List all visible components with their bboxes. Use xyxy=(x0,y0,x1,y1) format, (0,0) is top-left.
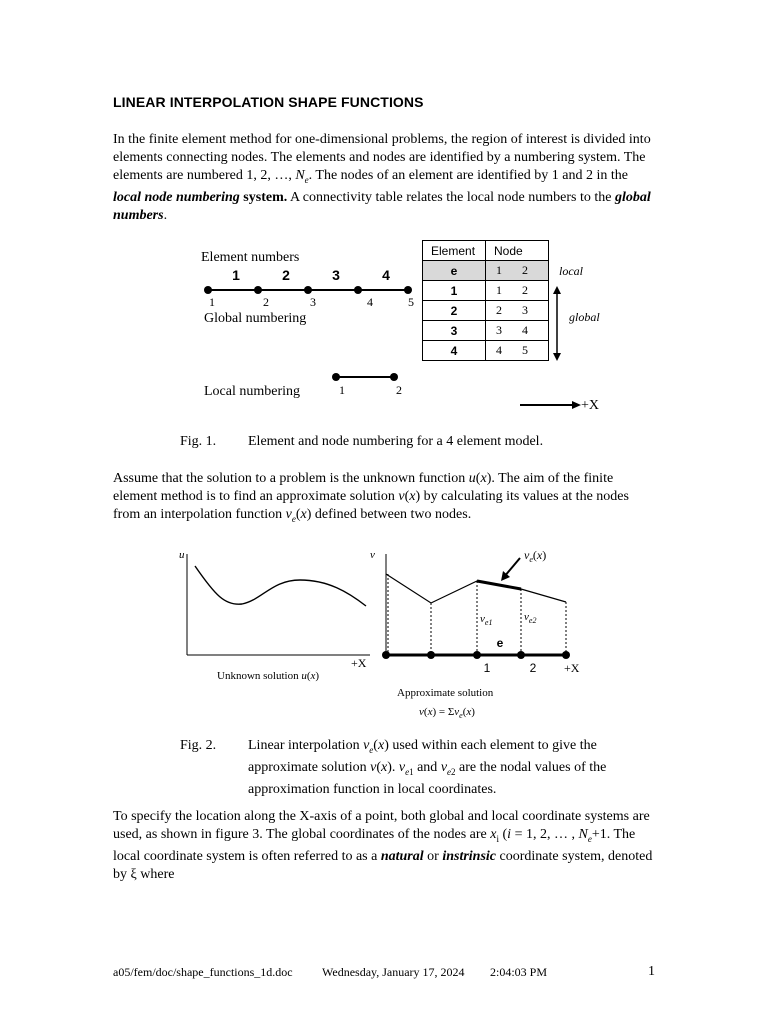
ve2-label: $v_{e2}$ xyxy=(524,611,537,625)
node-dot xyxy=(382,651,390,659)
figure2-caption-number: Fig. 2. xyxy=(180,738,217,753)
table-header-row xyxy=(423,241,549,261)
table-row xyxy=(423,301,549,321)
local-node-1-label: 1 xyxy=(483,661,491,675)
figure2-diagram xyxy=(170,540,600,730)
unknown-solution-caption: Unknown solution u(x) xyxy=(217,670,320,682)
paragraph-2: Assume that the solution to a problem is the unknown function u(x). The aim of the finite element method is to find an approximate solution v(x) by calculating its values at the nodes from an interpolation function $v_e(x)$ defined between two nodes. xyxy=(113,471,629,524)
connectivity-table xyxy=(422,240,549,361)
ve1-label: $v_{e1}$ xyxy=(480,613,493,627)
intro-paragraph: In the finite element method for one-dimensional problems, the region of interest is divided into elements connecting nodes. The elements and nodes are identified by a numbering system. The elements are numbered 1, 2, …, $N_e$. The nodes of an element are identified by 1 and 2 in the local node numbering system. A connectivity table relates the local node numbers to the global numbers. xyxy=(113,132,651,223)
footer-path: a05/fem/doc/shape_functions_1d.doc xyxy=(113,965,293,979)
local-node-1: 1 xyxy=(339,383,345,397)
global-node-dot xyxy=(404,286,412,294)
page-number: 1 xyxy=(648,964,655,979)
table-cell-nodes: 4 5 xyxy=(486,341,549,361)
table-cell-nodes: 1 2 xyxy=(486,281,549,301)
local-node-dot xyxy=(332,373,340,381)
global-node-3: 3 xyxy=(310,295,316,309)
table-cell-nodes: 1 2 xyxy=(486,261,549,281)
global-node-dot xyxy=(204,286,212,294)
global-node-4: 4 xyxy=(367,295,373,309)
left-x-axis-label: +X xyxy=(351,656,367,670)
element-numbers-label: Element numbers xyxy=(201,250,300,265)
node-dot xyxy=(427,651,435,659)
global-node-dot xyxy=(304,286,312,294)
table-cell-element: 1 xyxy=(423,281,486,301)
table-cell-nodes: 2 3 xyxy=(486,301,549,321)
table-header-element: Element xyxy=(423,241,486,261)
node-dot xyxy=(473,651,481,659)
element-segment xyxy=(477,581,521,589)
local-node-2: 2 xyxy=(396,383,402,397)
global-numbering-label: Global numbering xyxy=(204,311,307,326)
global-node-2: 2 xyxy=(263,295,269,309)
local-node-dot xyxy=(390,373,398,381)
ve-label: $v_e(x)$ xyxy=(524,548,547,564)
local-numbering-label: Local numbering xyxy=(204,384,301,399)
global-tag: global xyxy=(569,310,600,324)
table-row xyxy=(423,321,549,341)
element-e-label: e xyxy=(496,636,504,650)
local-tag: local xyxy=(559,264,583,278)
approx-solution-caption: Approximate solution xyxy=(397,687,494,699)
x-axis-label: +X xyxy=(581,398,600,413)
v-axis-label: v xyxy=(370,549,375,561)
node-dot xyxy=(562,651,570,659)
table-cell-element: e xyxy=(423,261,486,281)
approx-formula: $v(x) = \Sigma v_e(x)$ xyxy=(419,706,475,720)
right-x-axis-label: +X xyxy=(564,661,580,675)
unknown-curve xyxy=(195,566,366,606)
table-cell-element: 4 xyxy=(423,341,486,361)
page-title: LINEAR INTERPOLATION SHAPE FUNCTIONS xyxy=(113,94,424,110)
figure2-caption: Linear interpolation $v_e(x)$ used within each element to give the approximate solution v(x). $v_{e1}$ and $v_{e2}$ are the nodal values of the approximation function in local coordinates. xyxy=(248,738,607,797)
element-number-1: 1 xyxy=(232,267,240,283)
approx-polyline xyxy=(386,574,566,603)
element-number-4: 4 xyxy=(382,267,390,283)
global-node-dot xyxy=(354,286,362,294)
element-number-3: 3 xyxy=(332,267,340,283)
table-row xyxy=(423,281,549,301)
table-row xyxy=(423,341,549,361)
global-node-1: 1 xyxy=(209,295,215,309)
x-axis-arrow xyxy=(520,398,582,412)
table-cell-element: 3 xyxy=(423,321,486,341)
table-row xyxy=(423,261,549,281)
footer-date: Wednesday, January 17, 2024 xyxy=(322,965,465,979)
paragraph-3: To specify the location along the X-axis of a point, both global and local coordinate systems are used, as shown in figure 3. The global coordinates of the nodes are $x_i$ (i = 1, 2, … , $N_e+1$. The local coordinate system is often referred to as a natural or instrinsic coordinate system, denoted by ξ where xyxy=(113,809,653,882)
table-cell-element: 2 xyxy=(423,301,486,321)
global-range-arrow xyxy=(548,286,568,361)
figure1-caption: Element and node numbering for a 4 element model. xyxy=(248,434,544,449)
table-header-node: Node xyxy=(486,241,549,261)
local-node-2-label: 2 xyxy=(529,661,537,675)
footer-time: 2:04:03 PM xyxy=(490,965,548,979)
u-axis-label: u xyxy=(179,549,185,561)
global-node-dot xyxy=(254,286,262,294)
figure1-caption-number: Fig. 1. xyxy=(180,434,217,449)
table-cell-nodes: 3 4 xyxy=(486,321,549,341)
element-number-2: 2 xyxy=(282,267,290,283)
global-node-5: 5 xyxy=(408,295,414,309)
node-dot xyxy=(517,651,525,659)
